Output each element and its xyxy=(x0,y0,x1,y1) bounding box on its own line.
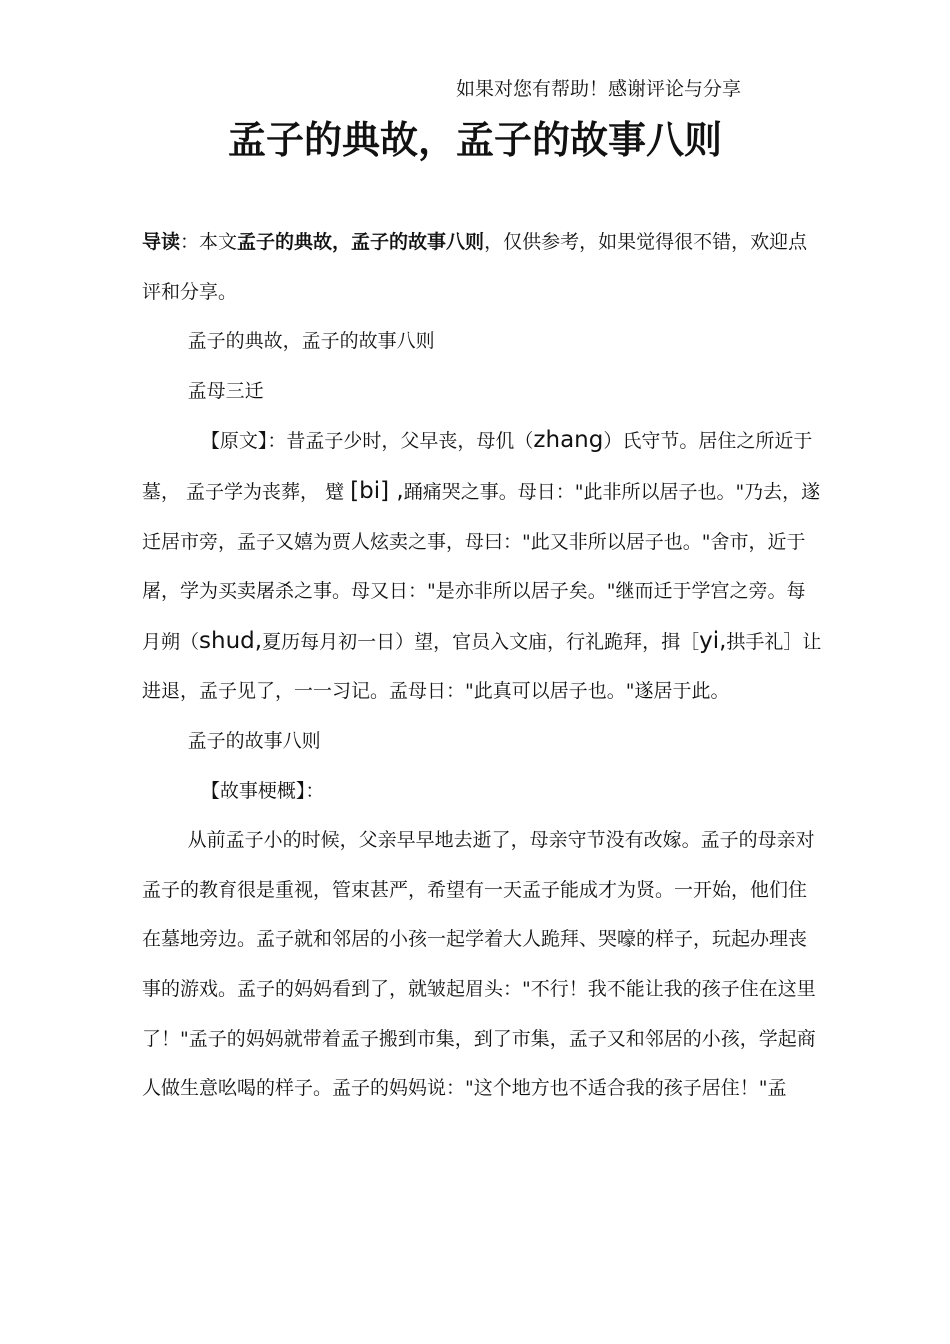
paragraph-heading-stories: 孟子的故事八则 xyxy=(187,729,321,752)
original-seg-1: ：昔孟子少时，父早丧，母仉（ xyxy=(267,430,534,453)
original-seg-3: , xyxy=(389,477,404,504)
original-seg-2: ）氏守节。居住之所近于墓， 孟子学为丧葬， 躄 xyxy=(142,430,813,503)
header-note: 如果对您有帮助！感谢评论与分享 xyxy=(456,78,742,100)
original-seg-5: ："此非所以居子也。"乃去，遂迁居市旁，孟子又嬉为贾人炫卖之事，母曰："此又非所以居子也。"舍市，近于屠，学为买卖屠杀之事。母又日："是亦非所以居子矣。"继而迁于学宫之旁。每月朔（ xyxy=(142,480,821,653)
pinyin-bi: [bi] xyxy=(350,477,390,504)
intro-label: 导读 xyxy=(142,231,181,253)
original-seg-4: 踊痛哭之事。母日 xyxy=(403,480,556,503)
paragraph-subtitle: 孟子的典故，孟子的故事八则 xyxy=(187,330,435,353)
pinyin-yi: yi, xyxy=(699,627,727,654)
page-title: 孟子的典故，孟子的故事八则 xyxy=(227,118,722,162)
intro-colon: ： xyxy=(180,231,200,253)
pinyin-zhang: zhang xyxy=(533,427,604,454)
summary-colon: ： xyxy=(305,779,325,802)
original-seg-7: 拱手礼］让进退，孟子见了，一一习记。孟母日："此真可以居子也。"遂居于此。 xyxy=(142,630,822,703)
original-seg-6: 夏历每月初一日）望，官员入文庙，行礼跪拜，揖［ xyxy=(262,630,700,653)
original-bracket-label: 【原文】 xyxy=(200,430,268,453)
summary-bracket-label: 【故事梗概】 xyxy=(200,779,306,802)
paragraph-story-text: 从前孟子小的时候，父亲早早地去逝了，母亲守节没有改嫁。孟子的母亲对孟子的教育很是重视，管束甚严，希望有一天孟子能成才为贤。一开始，他们住在墓地旁边。孟子就和邻居的小孩一起学着大人跪拜、哭嚎的样子，玩起办理丧事的游戏。孟子的妈妈看到了，就皱起眉头："不行！我不能让我的孩子住在这里了！"孟子的妈妈就带着孟子搬到市集，到了市集，孟子又和邻居的小孩，学起商人做生意吆喝的样子。孟子的妈妈说："这个地方也不适合我的孩子居住！"孟 xyxy=(142,829,816,1100)
paragraph-heading-mengmu: 孟母三迁 xyxy=(187,379,264,402)
paragraph-original-text xyxy=(142,416,822,717)
intro-pre: 本文 xyxy=(199,231,238,253)
pinyin-shud: shud, xyxy=(199,627,263,654)
document-body xyxy=(142,218,822,1114)
intro-paragraph xyxy=(142,218,822,317)
intro-post: ，仅供参考，如果觉得很不错，欢迎点评和分享。 xyxy=(142,231,808,303)
intro-bold-title: 孟子的典故，孟子的故事八则 xyxy=(237,231,485,253)
paragraph-summary-label xyxy=(142,767,822,817)
